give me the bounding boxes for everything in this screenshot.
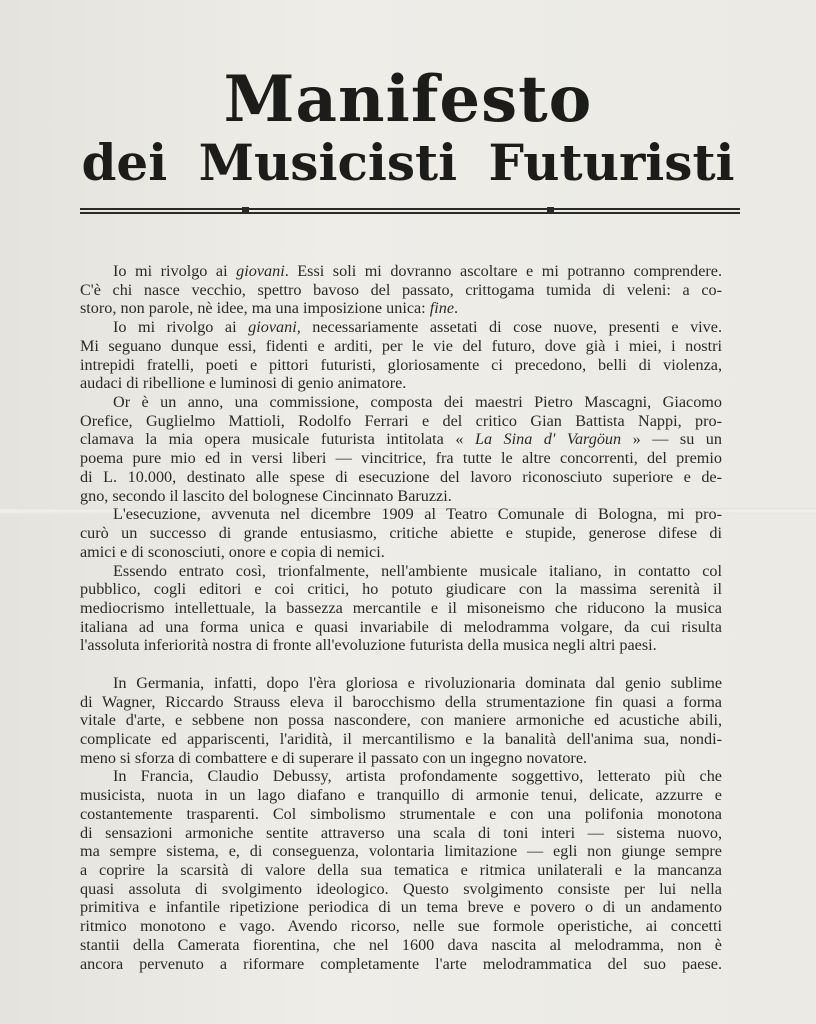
text-line: amici e di sconosciuti, onore e copia di nemici.	[80, 542, 385, 561]
text-line: Mi seguano dunque essi, fidenti e arditi, per le vie del futuro, dove già i miei, i nostri	[80, 336, 722, 355]
text-line: pubblico, cogli editori e coi critici, ho potuto giudicare con la massima serenità il	[80, 580, 722, 599]
paragraph	[80, 318, 722, 393]
text-line: Essendo entrato così, trionfalmente, nell'ambiente musicale italiano, in contatto col	[113, 561, 722, 580]
text-line	[80, 430, 722, 449]
text-line: a coprire la scarsità di valore della sua tematica e ritmica unilaterali e la mancanza	[80, 861, 722, 879]
text-line: C'è chi nasce vecchio, spettro bavoso del passato, crittogama tumida di veleni: a co-	[80, 280, 722, 299]
text-line: ma sempre sistema, e, di conseguenza, volontaria limitazione — egli non giunge sempre	[80, 842, 722, 861]
text-line	[80, 318, 722, 337]
text-line: l'assoluta inferiorità nostra di fronte all'evoluzione futurista della musica negli altri paesi.	[80, 636, 657, 655]
text-line: primitiva e infantile ripetizione periodica di un tema breve e povero o di un andamento	[80, 898, 722, 917]
paragraph	[80, 767, 722, 973]
paragraph-gap	[80, 655, 722, 674]
italic-text: La Sina d' Vargöun	[474, 430, 622, 449]
text-line: ritmico monotono e vago. Avendo ricorso, nelle sue formole operistiche, ai concetti	[80, 917, 722, 936]
paragraph	[80, 562, 722, 656]
text-line: audaci di ribellione e luminosi di genio animatore.	[80, 374, 407, 393]
text-segment: . Essi soli mi dovranno ascoltare e mi potranno comprendere.	[284, 262, 722, 280]
text-segment: Io mi rivolgo ai	[113, 318, 249, 337]
text-segment: storo, non parole, nè idee, ma una imposizione unica:	[80, 299, 430, 318]
text-line: di sensazioni armoniche sentite attraverso una scala di toni interi — sistema nuovo,	[80, 823, 722, 842]
text-line: In Germania, infatti, dopo l'èra gloriosa e rivoluzionaria dominata dal genio sublime	[113, 673, 722, 692]
text-line: complicate ed appariscenti, l'aridità, il mercantilismo e la banalità dell'anima sua, nondi-	[80, 729, 722, 748]
paragraph	[80, 505, 722, 561]
text-line: costantemente trasparenti. Col simbolismo strumentale e con una polifonia monotona	[80, 804, 722, 823]
text-line: stantii della Camerata fiorentina, che nel 1600 dava nascita al melodramma, non è	[80, 935, 722, 954]
text-line: intrepidi fratelli, poeti e pittori futuristi, gloriosamente ci precedono, belli di violenza,	[80, 355, 722, 374]
text-line: L'esecuzione, avvenuta nel dicembre 1909 al Teatro Comunale di Bologna, mi pro-	[113, 505, 722, 524]
text-segment: » — su un	[621, 430, 722, 449]
text-line	[80, 262, 722, 281]
text-line: quasi assoluta di svolgimento ideologico. Questo svolgimento consiste per lui nella	[80, 879, 722, 898]
divider-ornament	[547, 207, 554, 214]
text-segment: .	[454, 299, 459, 318]
paragraph	[80, 393, 722, 505]
text-segment: Io mi rivolgo ai	[113, 262, 237, 280]
text-line: curò un successo di grande entusiasmo, critiche abiette e stupide, generose difese di	[80, 524, 722, 543]
text-line: di Wagner, Riccardo Strauss eleva il barocchismo della strumentazione fin quasi a forma	[80, 692, 722, 711]
text-line: Or è un anno, una commissione, composta dei maestri Pietro Mascagni, Giacomo	[113, 393, 722, 412]
text-line: Orefice, Guglielmo Mattioli, Rodolfo Ferrari e del critico Gian Battista Nappi, pro-	[80, 411, 722, 430]
text-line: gno, secondo il lascito del bolognese Cincinnato Baruzzi.	[80, 486, 452, 505]
italic-text: giovani,	[248, 318, 301, 337]
divider-ornament	[242, 207, 249, 214]
paragraph	[80, 262, 722, 318]
title-divider	[80, 206, 740, 215]
text-line	[80, 299, 722, 318]
italic-text: fine	[429, 299, 455, 318]
title-manifesto: Manifesto	[223, 62, 593, 137]
text-line: italiana ad una forma unica e quasi invariabile di melodramma volgare, da cui risulta	[80, 617, 722, 636]
text-line: ancora pervenuto a riformare completamente l'arte melodrammatica del suo paese.	[80, 954, 722, 973]
manifesto-body	[80, 262, 722, 973]
text-segment: necessariamente assetati di cose nuove, presenti e vive.	[300, 318, 722, 337]
title-subtitle: dei Musicisti Futuristi	[81, 133, 735, 192]
paragraph	[80, 674, 722, 768]
text-line: di L. 10.000, destinato alle spese di esecuzione del lavoro riconosciuto superiore e de-	[80, 467, 722, 486]
italic-text: giovani	[236, 262, 285, 280]
text-line: poema pure mio ed in versi liberi — vincitrice, fra tutte le altre concorrenti, del premio	[80, 449, 722, 468]
text-line: In Francia, Claudio Debussy, artista profondamente soggettivo, letterato più che	[113, 767, 722, 786]
text-line: musicista, nuota in un lago diafano e tranquillo di armonie tenui, delicate, azzurre e	[80, 786, 722, 805]
text-segment: clamava la mia opera musicale futurista intitolata «	[80, 430, 475, 449]
text-line: meno si sforza di combattere e di superare il passato con un ingegno novatore.	[80, 748, 588, 767]
text-line: mediocrismo intellettuale, la bassezza mercantile e il misoneismo che riducono la musica	[80, 598, 722, 617]
text-line: vitale d'arte, e sebbene non possa nascondere, con maniere armoniche ed acustiche abili,	[80, 711, 722, 730]
